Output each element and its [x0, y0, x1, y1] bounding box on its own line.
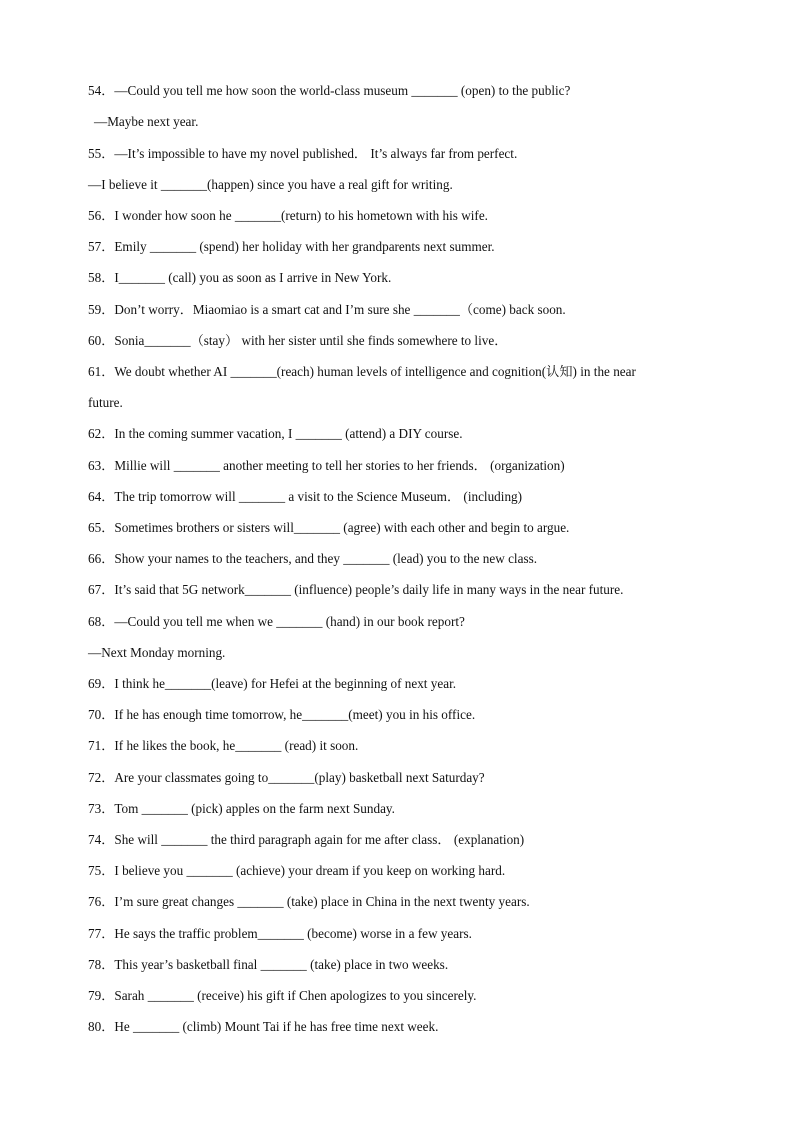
question-79: 79．Sarah _______ (receive) his gift if Chen apologizes to you sincerely.: [88, 988, 477, 1003]
question-76: 76．I’m sure great changes _______ (take) place in China in the next twenty years.: [88, 894, 530, 909]
question-70: 70．If he has enough time tomorrow, he_______(meet) you in his office.: [88, 707, 476, 722]
answer-68: —Next Monday morning.: [88, 645, 226, 660]
question-58: 58．I_______ (call) you as soon as I arrive in New York.: [88, 270, 392, 285]
question-67: 67．It’s said that 5G network_______ (influence) people’s daily life in many ways in the near future.: [88, 582, 624, 597]
question-63: 63．Millie will _______ another meeting to tell her stories to her friends． (organization): [88, 458, 565, 473]
question-65: 65．Sometimes brothers or sisters will_______ (agree) with each other and begin to argue.: [88, 520, 570, 535]
question-60: 60．Sonia_______（stay） with her sister until she finds somewhere to live．: [88, 333, 508, 348]
question-68: 68．—Could you tell me when we _______ (hand) in our book report?: [88, 614, 465, 629]
question-74: 74．She will _______ the third paragraph again for me after class． (explanation): [88, 832, 525, 847]
answer-55: —I believe it _______(happen) since you have a real gift for writing.: [88, 177, 453, 192]
question-77: 77．He says the traffic problem_______ (become) worse in a few years.: [88, 926, 472, 941]
question-78: 78．This year’s basketball final _______ (take) place in two weeks.: [88, 957, 449, 972]
question-71: 71．If he likes the book, he_______ (read) it soon.: [88, 738, 359, 753]
question-66: 66．Show your names to the teachers, and they _______ (lead) you to the new class.: [88, 551, 537, 566]
question-69: 69．I think he_______(leave) for Hefei at the beginning of next year.: [88, 676, 457, 691]
question-56: 56．I wonder how soon he _______(return) to his hometown with his wife.: [88, 208, 488, 223]
question-61-continued: future.: [88, 395, 123, 410]
question-55: 55．—It’s impossible to have my novel published． It’s always far from perfect.: [88, 146, 518, 161]
question-75: 75．I believe you _______ (achieve) your dream if you keep on working hard.: [88, 863, 506, 878]
question-62: 62．In the coming summer vacation, I _______ (attend) a DIY course.: [88, 426, 463, 441]
question-80: 80．He _______ (climb) Mount Tai if he has free time next week.: [88, 1019, 439, 1034]
question-57: 57．Emily _______ (spend) her holiday with her grandparents next summer.: [88, 239, 495, 254]
question-59: 59．Don’t worry．Miaomiao is a smart cat and I’m sure she _______（come) back soon.: [88, 302, 566, 317]
question-64: 64．The trip tomorrow will _______ a visit to the Science Museum． (including): [88, 489, 523, 504]
question-54: 54．—Could you tell me how soon the world-class museum _______ (open) to the public?: [88, 83, 571, 98]
question-73: 73．Tom _______ (pick) apples on the farm next Sunday.: [88, 801, 395, 816]
question-72: 72．Are your classmates going to_______(play) basketball next Saturday?: [88, 770, 485, 785]
question-61: 61．We doubt whether AI _______(reach) human levels of intelligence and cognition(认知) in the near: [88, 364, 636, 379]
answer-54: —Maybe next year.: [94, 114, 199, 129]
